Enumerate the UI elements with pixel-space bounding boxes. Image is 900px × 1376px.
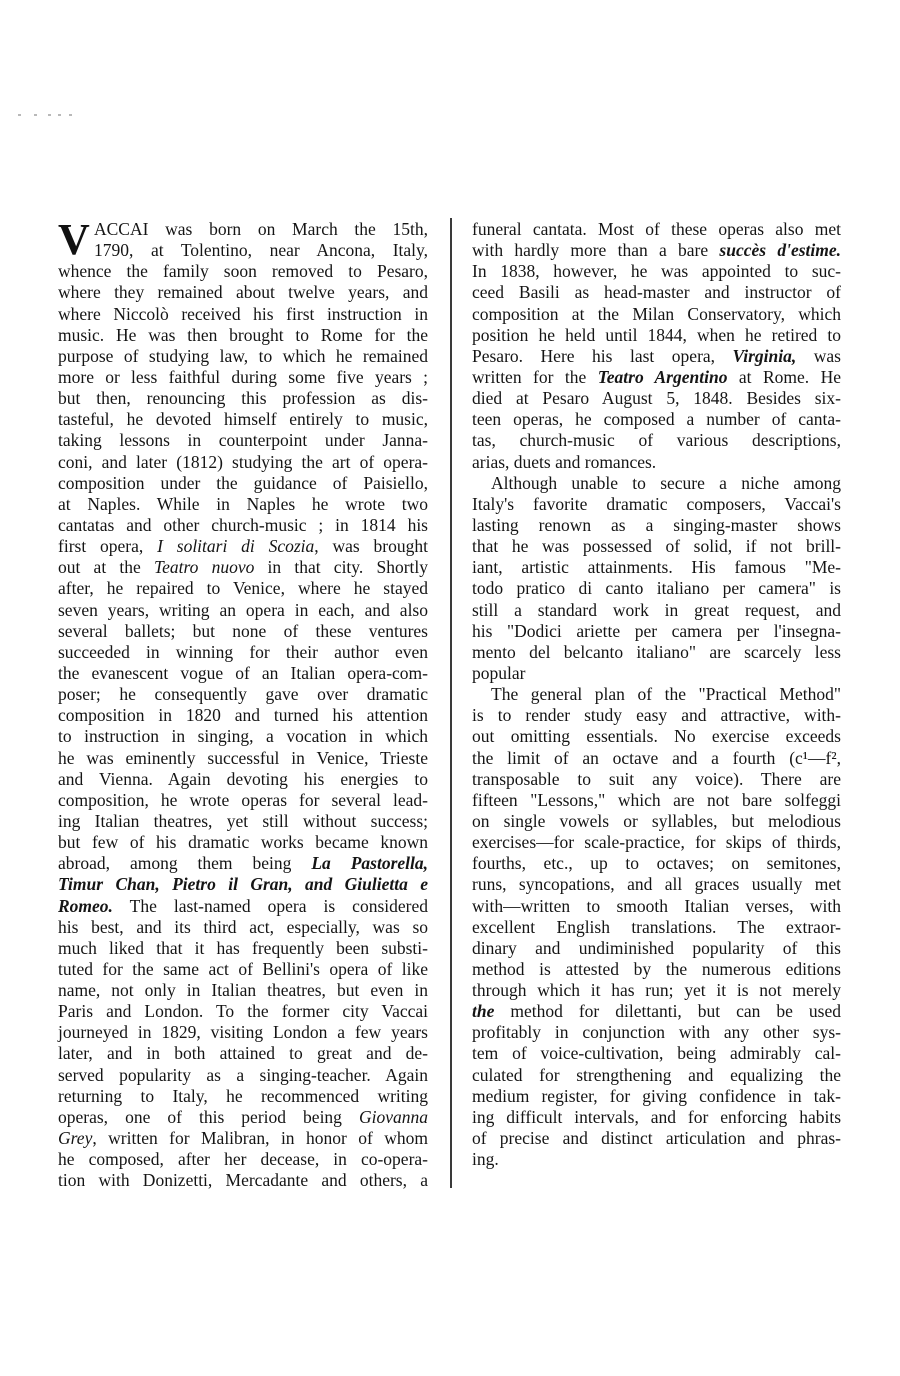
text-line [472, 346, 841, 367]
text-run: at Naples. While in Naples he wrote two [58, 493, 428, 514]
text-line [472, 642, 841, 663]
text-line [58, 473, 428, 494]
text-run: iant, artistic attainments. His famous "Me- [472, 557, 841, 578]
text-run: runs, syncopations, and all graces usually met [472, 874, 841, 895]
text-run: The last-named opera is considered [112, 895, 428, 916]
text-line [58, 600, 428, 621]
text-run: purpose of studying law, to which he remained [58, 345, 428, 366]
emphasized-title: Teatro nuovo [153, 557, 255, 578]
emphasized-title: Timur Chan, Pietro il Gran, and Giulietta e [58, 874, 428, 895]
text-line [472, 578, 841, 599]
text-run: written for the [472, 366, 598, 387]
text-run: out at the [58, 557, 154, 578]
text-run: ing. [472, 1149, 499, 1170]
text-line [58, 261, 428, 282]
text-line [58, 219, 428, 240]
emphasized-title: the [472, 1001, 495, 1022]
text-line [58, 1086, 428, 1107]
text-line [58, 853, 428, 874]
right-text-column [472, 219, 841, 1170]
text-line [472, 832, 841, 853]
text-run: 1790, at Tolentino, near Ancona, Italy, [94, 240, 428, 261]
text-run: fourths, etc., up to octaves; on semitones, [472, 853, 841, 874]
text-line [472, 769, 841, 790]
text-run: funeral cantata. Most of these operas also met [472, 219, 841, 239]
text-run: out omitting essentials. No exercise exceeds [472, 726, 841, 747]
text-line [58, 832, 428, 853]
text-run: , was brought [314, 536, 428, 557]
scan-speck-mark [18, 114, 72, 118]
text-run: teen operas, he composed a number of canta- [472, 409, 841, 430]
text-run: to instruction in singing, a vocation in which [58, 726, 428, 747]
text-line [472, 1022, 841, 1043]
text-run: where Niccolò received his first instruction in [58, 303, 428, 324]
text-line [472, 959, 841, 980]
text-run: medium register, for giving confidence in tak- [472, 1085, 841, 1106]
text-run: he was eminently successful in Venice, Trieste [58, 747, 428, 768]
text-line [58, 663, 428, 684]
text-run: arias, duets and romances. [472, 451, 657, 472]
text-line [58, 1043, 428, 1064]
text-line [58, 938, 428, 959]
text-run: tem of voice-cultivation, being admirably cal- [472, 1043, 841, 1064]
text-run: excellent English translations. The extraor- [472, 916, 841, 937]
text-run: was [796, 345, 841, 366]
text-line [472, 1086, 841, 1107]
text-run: method is attested by the numerous editions [472, 958, 841, 979]
text-run: Paris and London. To the former city Vaccai [58, 1001, 428, 1022]
text-line [58, 1149, 428, 1170]
text-line [472, 1107, 841, 1128]
text-line [472, 430, 841, 451]
text-line [58, 621, 428, 642]
text-line [58, 811, 428, 832]
text-run: cantatas and other church-music ; in 1814 his [58, 514, 428, 535]
text-run: is to render study easy and attractive, with- [472, 705, 841, 726]
text-run: of precise and distinct articulation and phras- [472, 1128, 841, 1149]
text-line [58, 578, 428, 599]
text-run: fifteen "Lessons," which are not bare solfeggi [472, 789, 841, 810]
text-line [58, 452, 428, 473]
text-line [58, 367, 428, 388]
text-run: tion with Donizetti, Mercadante and others, a [58, 1170, 428, 1191]
text-line [58, 917, 428, 938]
text-run: poser; he consequently gave over dramatic [58, 684, 428, 705]
text-run: seven years, writing an opera in each, and also [58, 599, 428, 620]
text-run: on single vowels or syllables, but melodious [472, 810, 841, 831]
text-run: more or less faithful during some five years ; [58, 366, 428, 387]
text-line [58, 430, 428, 451]
text-line [472, 896, 841, 917]
text-run: dinary and undiminished popularity of this [472, 937, 841, 958]
text-line [472, 557, 841, 578]
drop-cap-initial: V [58, 215, 90, 264]
text-run: music. He was then brought to Rome for the [58, 324, 428, 345]
text-run: the limit of an octave and a fourth (c¹—f², [472, 747, 841, 768]
text-line [58, 494, 428, 515]
text-line [472, 705, 841, 726]
text-run: whence the family soon removed to Pesaro, [58, 261, 428, 282]
text-run: position he held until 1844, when he retired to [472, 324, 841, 345]
text-line [58, 325, 428, 346]
text-line [472, 409, 841, 430]
text-line [58, 240, 428, 261]
text-line [472, 261, 841, 282]
emphasized-title: Grey [58, 1128, 93, 1149]
text-run: ceed Basili as head-master and instructor of [472, 282, 841, 303]
text-run: In 1838, however, he was appointed to suc- [472, 261, 841, 282]
text-line [472, 790, 841, 811]
text-run: first opera, [58, 536, 158, 557]
text-line [472, 684, 841, 705]
text-run: the evanescent vogue of an Italian opera-com- [58, 662, 428, 683]
text-line [472, 536, 841, 557]
text-line [472, 473, 841, 494]
text-run: with—written to smooth Italian verses, with [472, 895, 841, 916]
left-text-column [58, 215, 429, 1191]
text-run: Although unable to secure a niche among [491, 472, 841, 493]
text-run: died at Pesaro August 5, 1848. Besides six- [472, 388, 841, 409]
text-run: tasteful, he devoted himself entirely to music, [58, 409, 428, 430]
emphasized-title: succès d'estime. [719, 240, 841, 261]
text-run: at Rome. He [727, 366, 841, 387]
text-line [58, 790, 428, 811]
text-line [472, 1065, 841, 1086]
text-line [472, 1001, 841, 1022]
text-run: name, not only in Italian theatres, but even in [58, 980, 428, 1001]
text-run: abroad, among them being [58, 853, 312, 874]
text-run: succeeded in winning for their author even [58, 641, 428, 662]
text-run: much liked that it has frequently been substi- [58, 937, 428, 958]
text-line [472, 853, 841, 874]
text-line [58, 346, 428, 367]
text-line [472, 452, 841, 473]
text-line [472, 917, 841, 938]
text-line [472, 325, 841, 346]
text-run: culated for strengthening and equalizing the [472, 1064, 841, 1085]
text-line [58, 557, 428, 578]
text-run: where they remained about twelve years, and [58, 282, 428, 303]
text-line [472, 980, 841, 1001]
text-run: Pesaro. Here his last opera, [472, 345, 733, 366]
text-line [472, 1043, 841, 1064]
text-line [472, 811, 841, 832]
text-line [58, 1022, 428, 1043]
text-run: he composed, after her decease, in co-opera- [58, 1149, 428, 1170]
text-line [472, 621, 841, 642]
text-run: lasting renown as a singing-master shows [472, 514, 841, 535]
text-run: journeyed in 1829, visiting London a few years [58, 1022, 428, 1043]
text-run: composition in 1820 and turned his attention [58, 705, 428, 726]
text-run: todo pratico di canto italiano per camera" is [472, 578, 841, 599]
text-run: composition under the guidance of Paisiello, [58, 472, 428, 493]
text-run: and Vienna. Again devoting his energies to [58, 768, 428, 789]
text-line [472, 282, 841, 303]
text-line [58, 642, 428, 663]
text-run: ACCAI was born on March the 15th, [94, 219, 428, 239]
text-line [472, 1128, 841, 1149]
text-run: returning to Italy, he recommenced writing [58, 1085, 428, 1106]
text-line [472, 515, 841, 536]
text-run: transposable to suit any voice). There are [472, 768, 841, 789]
text-run: composition at the Milan Conservatory, which [472, 303, 841, 324]
text-run: coni, and later (1812) studying the art of opera- [58, 451, 428, 472]
text-line [472, 1149, 841, 1170]
emphasized-title: Romeo. [58, 895, 113, 916]
text-run: exercises—for scale-practice, for skips of thirds, [472, 832, 841, 853]
text-line [58, 748, 428, 769]
emphasized-title: Virginia, [732, 345, 797, 366]
text-line [58, 769, 428, 790]
text-run: mento del belcanto italiano" are scarcely less [472, 641, 841, 662]
text-run: in that city. Shortly [254, 557, 429, 578]
text-line [58, 874, 428, 895]
text-line [472, 663, 841, 684]
text-run: tuted for the same act of Bellini's opera of like [58, 958, 428, 979]
text-run: through which it has run; yet it is not merely [472, 980, 841, 1001]
text-line [58, 282, 428, 303]
text-run: still a standard work in great request, and [472, 599, 841, 620]
text-line [58, 1170, 428, 1191]
text-run: with hardly more than a bare [472, 240, 720, 261]
text-line [58, 726, 428, 747]
text-run: method for dilettanti, but can be used [494, 1001, 841, 1022]
text-run: but then, renouncing this profession as dis- [58, 388, 428, 409]
text-line [472, 938, 841, 959]
text-line [58, 1001, 428, 1022]
text-line [58, 1107, 428, 1128]
emphasized-title: Teatro Argentino [597, 366, 728, 387]
text-line [472, 600, 841, 621]
text-run: his "Dodici ariette per camera per l'insegna- [472, 620, 841, 641]
text-run: that he was possessed of solid, if not brill- [472, 536, 841, 557]
text-line [58, 515, 428, 536]
text-line [472, 367, 841, 388]
text-line [58, 304, 428, 325]
text-line [58, 705, 428, 726]
emphasized-title: I solitari di Scozia [157, 536, 315, 557]
text-run: later, and in both attained to great and de- [58, 1043, 428, 1064]
text-line [58, 980, 428, 1001]
text-line [58, 536, 428, 557]
text-line [472, 304, 841, 325]
text-run: served popularity as a singing-teacher. Again [58, 1064, 428, 1085]
text-line [58, 1128, 428, 1149]
text-line [472, 388, 841, 409]
text-run: ing difficult intervals, and for enforcing habits [472, 1106, 841, 1127]
text-run: his best, and its third act, especially, was so [58, 916, 428, 937]
emphasized-title: La Pastorella, [311, 853, 428, 874]
text-line [58, 388, 428, 409]
text-run: but few of his dramatic works became known [58, 832, 428, 853]
text-run: popular [472, 662, 526, 683]
column-divider-rule [450, 218, 452, 1188]
text-line [58, 409, 428, 430]
text-line [472, 748, 841, 769]
text-run: profitably in conjunction with any other sys- [472, 1022, 841, 1043]
text-line [58, 1065, 428, 1086]
text-line [472, 726, 841, 747]
text-run: Italy's favorite dramatic composers, Vaccai's [472, 493, 841, 514]
text-run: tas, church-music of various descriptions, [472, 430, 841, 451]
text-line [58, 684, 428, 705]
text-run: after, he repaired to Venice, where he stayed [58, 578, 428, 599]
text-line [58, 896, 428, 917]
text-line [472, 874, 841, 895]
text-line [58, 959, 428, 980]
text-run: taking lessons in counterpoint under Janna- [58, 430, 428, 451]
text-line [472, 219, 841, 240]
text-run: operas, one of this period being [58, 1106, 359, 1127]
text-line [472, 240, 841, 261]
text-run: several ballets; but none of these ventures [58, 620, 428, 641]
text-run: The general plan of the "Practical Method" [491, 684, 841, 705]
text-run: composition, he wrote operas for several lead- [58, 789, 428, 810]
text-run: ing Italian theatres, yet still without success; [58, 810, 428, 831]
text-run: , written for Malibran, in honor of whom [92, 1128, 428, 1149]
text-line [472, 494, 841, 515]
emphasized-title: Giovanna [358, 1106, 428, 1127]
